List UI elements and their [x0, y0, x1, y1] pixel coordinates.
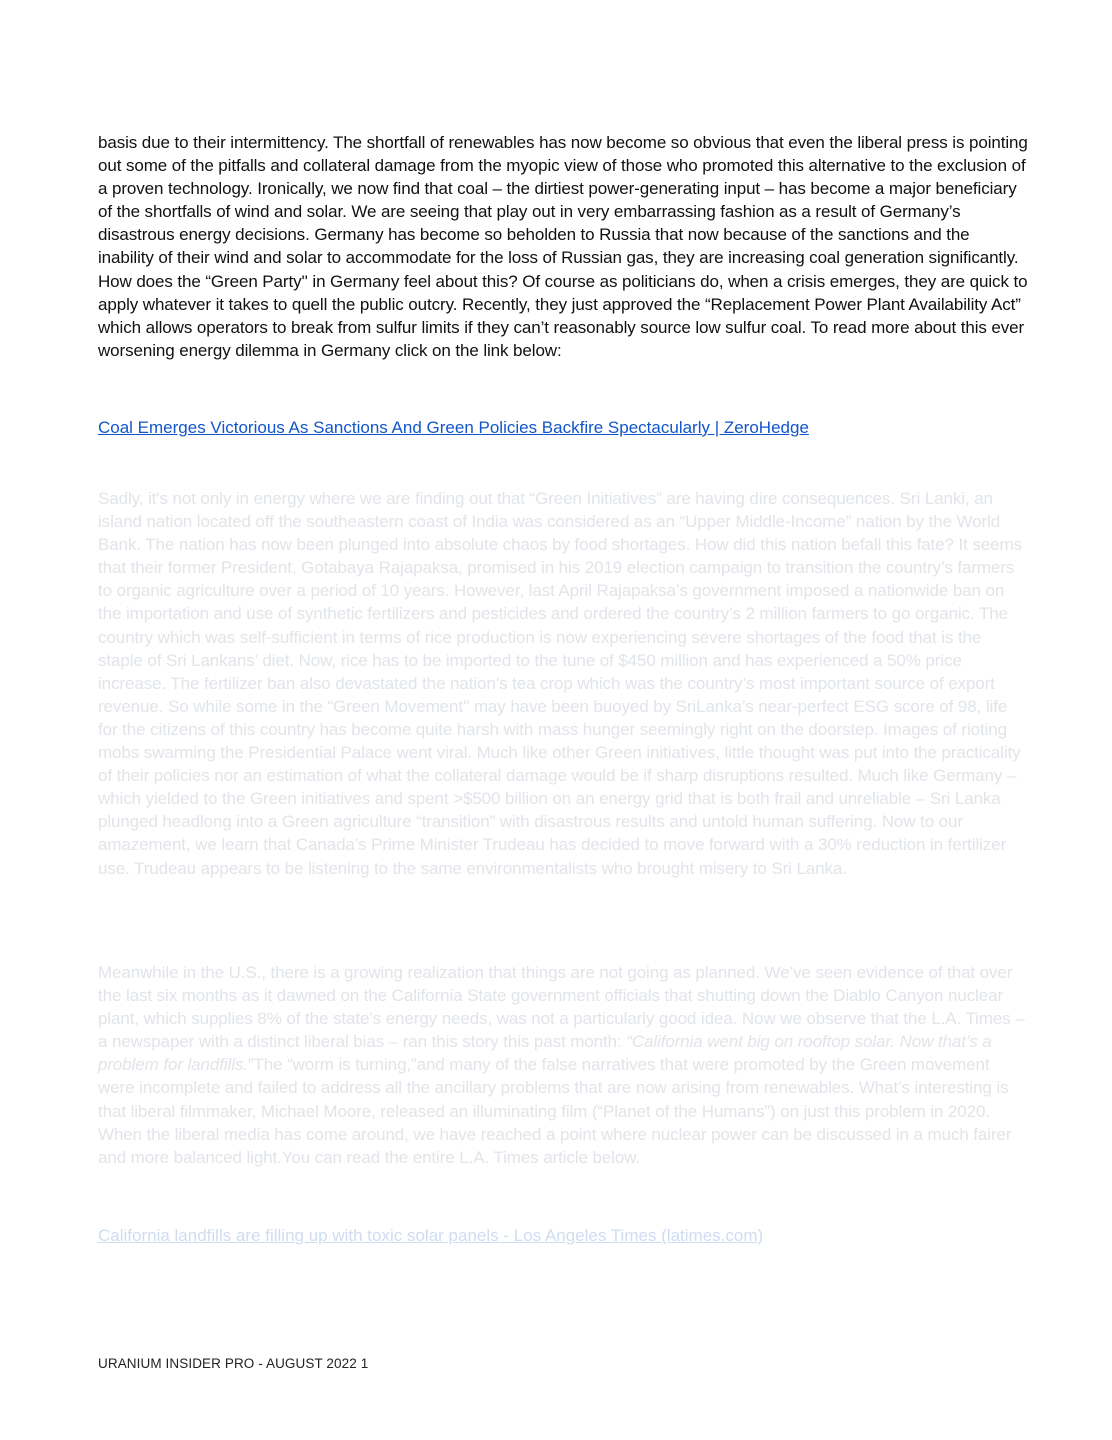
paragraph-us-text-after: ”The “worm is turning,”and many of the false narratives that were promoted by the Green movement were incomplete and failed to address all the ancillary problems that are now arising from renewables. What’s interesting is that liberal filmmaker, Michael Moore, released an illuminating film (“Planet of the Humans”) on just this problem in 2020. When the liberal media has come around, we have reached a point where nuclear power can be discussed in a much fairer and more balanced light.You can read the entire L.A. Times article below. [98, 1055, 1012, 1167]
page-footer: URANIUM INSIDER PRO - AUGUST 2022 1 [98, 1356, 369, 1371]
link-zerohedge-article[interactable]: Coal Emerges Victorious As Sanctions And Green Policies Backfire Spectacularly | ZeroHedge [98, 418, 809, 437]
paragraph-us-california [98, 961, 1028, 1169]
paragraph-us-text-before: Meanwhile in the U.S., there is a growing realization that things are not going as planned. We’ve seen evidence of that over the last six months as it dawned on the California State government officials that shutting down the Diablo Canyon nuclear plant, which supplies 8% of the state’s energy needs, was not a particularly good idea. Now we observe that the L.A. Times – a newspaper with a distinct liberal bias – ran this story this past month: [98, 963, 1025, 1052]
paragraph-germany-coal: basis due to their intermittency. The shortfall of renewables has now become so obvious that even the liberal press is pointing out some of the pitfalls and collateral damage from the myopic view of those who promoted this alternative to the exclusion of a proven technology. Ironically, we now find that coal – the dirtiest power-generating input – has become a major beneficiary of the shortfalls of wind and solar. We are seeing that play out in very embarrassing fashion as a result of Germany’s disastrous energy decisions. Germany has become so beholden to Russia that now because of the sanctions and the inability of their wind and solar to accommodate for the loss of Russian gas, they are increasing coal generation significantly. How does the “Green Party'' in Germany feel about this? Of course as politicians do, when a crisis emerges, they are quick to apply whatever it takes to quell the public outcry. Recently, they just approved the “Replacement Power Plant Availability Act” which allows operators to break from sulfur limits if they can’t reasonably source low sulfur coal. To read more about this ever worsening energy dilemma in Germany click on the link below: [98, 133, 1028, 360]
la-times-headline-quote: “California went big on rooftop solar. Now that’s a problem for landfills. [98, 1032, 992, 1075]
paragraph-sri-lanka: Sadly, it's not only in energy where we are finding out that “Green Initiatives” are having dire consequences. Sri Lanki, an island nation located off the southeastern coast of India was considered as an “Upper Middle-Income” nation by the World Bank. The nation has now been plunged into absolute chaos by food shortages. How did this nation befall this fate? It seems that their former President, Gotabaya Rajapaksa, promised in his 2019 election campaign to transition the country’s farmers to organic agriculture over a period of 10 years. However, last April Rajapaksa’s government imposed a nationwide ban on the importation and use of synthetic fertilizers and pesticides and ordered the country’s 2 million farmers to go organic. The country which was self-sufficient in terms of rice production is now experiencing severe shortages of the food that is the staple of Sri Lankans’ diet. Now, rice has to be imported to the tune of $450 million and has experienced a 50% price increase. The fertilizer ban also devastated the nation’s tea crop which was the country’s most important source of export revenue. So while some in the “Green Movement'' may have been buoyed by SriLanka’s near-perfect ESG score of 98, life for the citizens of this country has become quite harsh with mass hunger seemingly right on the doorstep. Images of rioting mobs swarming the Presidential Palace went viral. Much like other Green initiatives, little thought was put into the practicality of their policies nor an estimation of what the collateral damage would be if sharp disruptions resulted. Much like Germany – which yielded to the Green initiatives and spent >$500 billion on an energy grid that is both frail and unreliable – Sri Lanka plunged headlong into a Green agriculture “transition” with disastrous results and untold human suffering. Now to our amazement, we learn that Canada’s Prime Minister Trudeau has decided to move forward with a 30% reduction in fertilizer use. Trudeau appears to be listening to the same environmentalists who brought misery to Sri Lanka. [98, 489, 1022, 878]
link-latimes-article[interactable]: California landfills are filling up with toxic solar panels - Los Angeles Times (latimes.com) [98, 1226, 764, 1245]
